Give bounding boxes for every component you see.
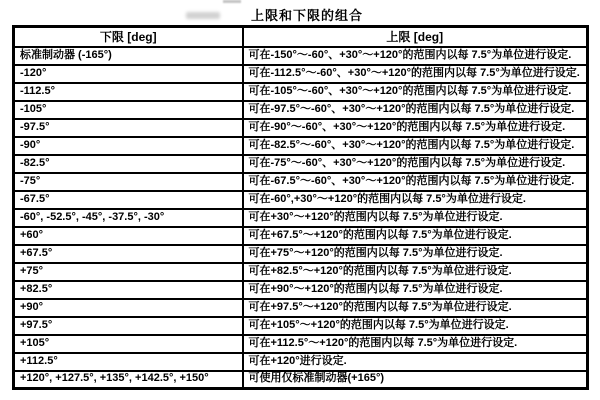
upper-limit-cell: 可在+105°～+120°的范围内以每 7.5°为单位进行设定. xyxy=(243,317,588,335)
lower-limit-cell: -90° xyxy=(14,137,243,155)
table-row xyxy=(14,281,588,299)
faded-print-dash-artifact xyxy=(223,0,241,3)
lower-limit-cell: -120° xyxy=(14,65,243,83)
lower-limit-cell: 标准制动器 (-165°) xyxy=(14,47,243,65)
lower-limit-cell: +75° xyxy=(14,263,243,281)
table-row xyxy=(14,335,588,353)
page-title: 上限和下限的组合 xyxy=(250,8,363,23)
lower-limit-cell: +67.5° xyxy=(14,245,243,263)
header-row xyxy=(14,27,588,47)
table-row xyxy=(14,83,588,101)
upper-limit-cell: 可在-90°～-60°、+30°～+120°的范围内以每 7.5°为单位进行设定. xyxy=(243,119,588,137)
table-row xyxy=(14,65,588,83)
table-row xyxy=(14,209,588,227)
lower-limit-cell: -105° xyxy=(14,101,243,119)
upper-limit-cell: 可在-82.5°～-60°、+30°～+120°的范围内以每 7.5°为单位进行设定. xyxy=(243,137,588,155)
table-row xyxy=(14,191,588,209)
lower-limit-cell: +82.5° xyxy=(14,281,243,299)
table-row xyxy=(14,119,588,137)
table-row xyxy=(14,263,588,281)
upper-limit-cell: 可使用仅标准制动器(+165°) xyxy=(243,371,588,389)
upper-limit-cell: 可在+120°进行设定. xyxy=(243,353,588,371)
lower-limit-cell: +90° xyxy=(14,299,243,317)
table-row xyxy=(14,227,588,245)
upper-limit-cell: 可在-97.5°～-60°、+30°～+120°的范围内以每 7.5°为单位进行设定. xyxy=(243,101,588,119)
limits-combination-table xyxy=(12,25,589,390)
table-row xyxy=(14,137,588,155)
upper-limit-cell: 可在+90°～+120°的范围内以每 7.5°为单位进行设定. xyxy=(243,281,588,299)
table-row xyxy=(14,371,588,389)
table-row xyxy=(14,101,588,119)
upper-limit-cell: 可在-105°～-60°、+30°～+120°的范围内以每 7.5°为单位进行设定. xyxy=(243,83,588,101)
lower-limit-cell: +112.5° xyxy=(14,353,243,371)
lower-limit-cell: -75° xyxy=(14,173,243,191)
upper-limit-cell: 可在-60°,+30°～+120°的范围内以每 7.5°为单位进行设定. xyxy=(243,191,588,209)
lower-limit-cell: +97.5° xyxy=(14,317,243,335)
lower-limit-cell: +120°, +127.5°, +135°, +142.5°, +150° xyxy=(14,371,243,389)
lower-limit-cell: -67.5° xyxy=(14,191,243,209)
table-row xyxy=(14,317,588,335)
table-row xyxy=(14,173,588,191)
upper-limit-cell: 可在-112.5°～-60°、+30°～+120°的范围内以每 7.5°为单位进行设定. xyxy=(243,65,588,83)
table-row xyxy=(14,353,588,371)
table-row xyxy=(14,47,588,65)
table-row xyxy=(14,155,588,173)
upper-limit-cell: 可在-67.5°～-60°、+30°～+120°的范围内以每 7.5°为单位进行设定. xyxy=(243,173,588,191)
upper-limit-cell: 可在+30°～+120°的范围内以每 7.5°为单位进行设定. xyxy=(243,209,588,227)
lower-limit-cell: +105° xyxy=(14,335,243,353)
upper-limit-cell: 可在+97.5°～+120°的范围内以每 7.5°为单位进行设定. xyxy=(243,299,588,317)
upper-limit-cell: 可在+67.5°～+120°的范围内以每 7.5°为单位进行设定. xyxy=(243,227,588,245)
table-row xyxy=(14,299,588,317)
lower-limit-cell: -60°, -52.5°, -45°, -37.5°, -30° xyxy=(14,209,243,227)
lower-limit-cell: -82.5° xyxy=(14,155,243,173)
column-header-upper-limit: 上限 [deg] xyxy=(243,27,588,47)
lower-limit-cell: -112.5° xyxy=(14,83,243,101)
upper-limit-cell: 可在+75°～+120°的范围内以每 7.5°为单位进行设定. xyxy=(243,245,588,263)
lower-limit-cell: -97.5° xyxy=(14,119,243,137)
lower-limit-cell: +60° xyxy=(14,227,243,245)
table-row xyxy=(14,245,588,263)
upper-limit-cell: 可在+82.5°～+120°的范围内以每 7.5°为单位进行设定. xyxy=(243,263,588,281)
upper-limit-cell: 可在-75°～-60°、+30°～+120°的范围内以每 7.5°为单位进行设定. xyxy=(243,155,588,173)
upper-limit-cell: 可在-150°～-60°、+30°～+120°的范围内以每 7.5°为单位进行设定. xyxy=(243,47,588,65)
upper-limit-cell: 可在+112.5°～+120°的范围内以每 7.5°为单位进行设定. xyxy=(243,335,588,353)
column-header-lower-limit: 下限 [deg] xyxy=(14,27,243,47)
